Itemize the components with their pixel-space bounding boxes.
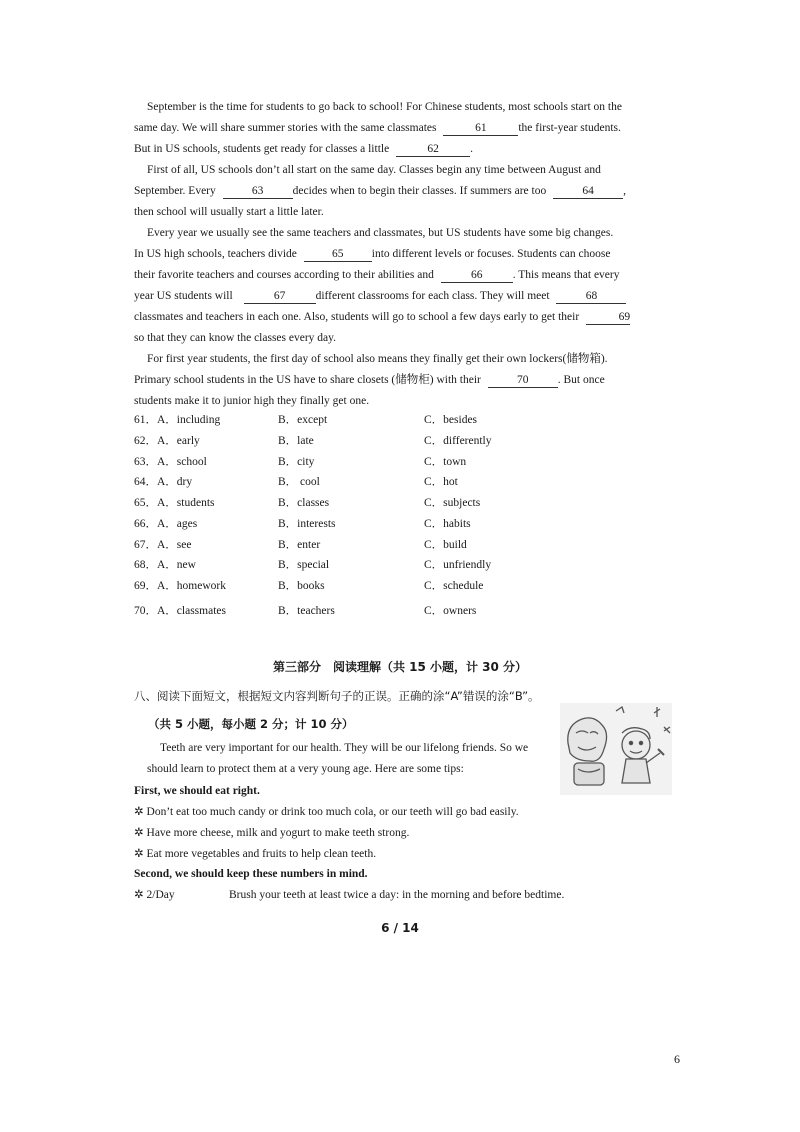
- option-70-c: C．owners: [424, 605, 477, 617]
- option-64-c: C．hot: [424, 476, 458, 488]
- section-three-title: 第三部分 阅读理解（共 15 小题，计 30 分）: [272, 660, 528, 674]
- option-62-a: 62．A．early: [134, 435, 200, 447]
- tooth-brushing-illustration: [560, 703, 672, 795]
- option-68-c: C．unfriendly: [424, 559, 492, 571]
- p1-line2-tail: the first-year students.: [518, 122, 621, 134]
- blank-66: 66: [441, 268, 513, 283]
- p3-line2-tail: into different levels or focuses. Students can choose: [371, 248, 611, 260]
- option-63-c: C．town: [424, 456, 467, 468]
- option-70-b: B．teachers: [278, 605, 335, 617]
- blank-67: 67: [244, 289, 316, 304]
- p1-line1: September is the time for students to go back to school! For Chinese students, most schools start on the: [147, 101, 622, 113]
- option-67-b: B．enter: [278, 539, 321, 551]
- p4-line2-tail: . But once: [557, 374, 605, 386]
- corner-page-number: 6: [674, 1052, 680, 1066]
- p3-line1: Every year we usually see the same teachers and classmates, but US students have some big changes.: [147, 227, 614, 239]
- option-70-a: 70．A．classmates: [134, 605, 226, 617]
- p4-line2: [134, 372, 605, 388]
- blank-69: 69: [586, 310, 630, 325]
- p1-line2: [134, 120, 621, 136]
- heading-numbers: Second, we should keep these numbers in mind.: [134, 868, 368, 880]
- option-66-c: C．habits: [424, 518, 471, 530]
- p2-line2-tail: ,: [623, 185, 626, 197]
- p3-line5-text: classmates and teachers in each one. Also, students will go to school a few days early to get their: [134, 311, 580, 323]
- p3-line3-tail: . This means that every: [512, 269, 620, 281]
- blank-63: 63: [223, 184, 293, 199]
- p1-line2-text: same day. We will share summer stories with the same classmates: [134, 122, 437, 134]
- option-69-b: B．books: [278, 580, 325, 592]
- option-62-c: C．differently: [424, 435, 492, 447]
- heading-eat-right: First, we should eat right.: [134, 785, 260, 797]
- tip-cheese: ✲ Have more cheese, milk and yogurt to make teeth strong.: [134, 827, 410, 839]
- option-69-c: C．schedule: [424, 580, 484, 592]
- option-64-b: B． cool: [278, 476, 320, 488]
- blank-68: 68: [556, 289, 626, 304]
- option-61-b: B．except: [278, 414, 328, 426]
- p3-line3-text: their favorite teachers and courses according to their abilities and: [134, 269, 434, 281]
- option-65-c: C．subjects: [424, 497, 481, 509]
- blank-64: 64: [553, 184, 623, 199]
- teeth-intro-line2: should learn to protect them at a very young age. Here are some tips:: [147, 763, 464, 775]
- option-68-a: 68．A．new: [134, 559, 196, 571]
- blank-61: 61: [443, 121, 518, 136]
- option-67-a: 67．A．see: [134, 539, 192, 551]
- p2-line1: First of all, US schools don’t all start on the same day. Classes begin any time between August and: [147, 164, 601, 176]
- option-67-c: C．build: [424, 539, 467, 551]
- blank-62: 62: [396, 142, 470, 157]
- option-63-a: 63．A．school: [134, 456, 207, 468]
- p4-line1: For first year students, the first day of school also means they finally get their own lockers(储物箱).: [147, 353, 608, 365]
- p3-line4: [134, 288, 626, 304]
- p1-line3-text: But in US schools, students get ready for classes a little: [134, 143, 390, 155]
- option-65-b: B．classes: [278, 497, 330, 509]
- blank-70: 70: [488, 373, 558, 388]
- p2-line3: then school will usually start a little later.: [134, 206, 324, 218]
- option-69-a: 69．A．homework: [134, 580, 226, 592]
- blank-65: 65: [304, 247, 372, 262]
- option-66-a: 66．A．ages: [134, 518, 198, 530]
- p3-line2-text: In US high schools, teachers divide: [134, 248, 297, 260]
- part-eight-instructions: 八、阅读下面短文，根据短文内容判断句子的正误。正确的涂“A”错误的涂“B”。: [134, 689, 540, 703]
- p4-line3: students make it to junior high they finally get one.: [134, 395, 370, 407]
- tip-candy: ✲ Don’t eat too much candy or drink too much cola, or our teeth will go bad easily.: [134, 806, 519, 818]
- numbers-item-text: Brush your teeth at least twice a day: in the morning and before bedtime.: [229, 889, 565, 901]
- p2-line2: [134, 183, 626, 199]
- teeth-intro-line1: Teeth are very important for our health. They will be our lifelong friends. So we: [160, 742, 529, 754]
- option-65-a: 65．A．students: [134, 497, 215, 509]
- p1-line3-tail: .: [470, 143, 473, 155]
- p3-line4-text: year US students will: [134, 290, 233, 302]
- p3-line4-mid: different classrooms for each class. They will meet: [315, 290, 550, 302]
- p2-line2-text: September. Every: [134, 185, 216, 197]
- part-eight-points: （共 5 小题，每小题 2 分；计 10 分）: [148, 717, 354, 731]
- p4-line2-text: Primary school students in the US have to share closets (储物柜) with their: [134, 374, 481, 386]
- p3-line3: [134, 267, 620, 283]
- p3-line2: [134, 246, 610, 262]
- p2-line2-mid: decides when to begin their classes. If summers are too: [292, 185, 547, 197]
- page-number: 6 / 14: [381, 921, 419, 935]
- p1-line3: [134, 141, 473, 157]
- option-61-c: C．besides: [424, 414, 478, 426]
- option-68-b: B．special: [278, 559, 330, 571]
- option-64-a: 64．A．dry: [134, 476, 193, 488]
- option-62-b: B．late: [278, 435, 314, 447]
- option-63-b: B．city: [278, 456, 315, 468]
- tip-vegetables: ✲ Eat more vegetables and fruits to help clean teeth.: [134, 848, 377, 860]
- p3-line5: [134, 309, 630, 325]
- numbers-item-label: ✲ 2/Day: [134, 889, 175, 901]
- option-61-a: 61．A．including: [134, 414, 221, 426]
- p3-line6: so that they can know the classes every day.: [134, 332, 337, 344]
- option-66-b: B．interests: [278, 518, 336, 530]
